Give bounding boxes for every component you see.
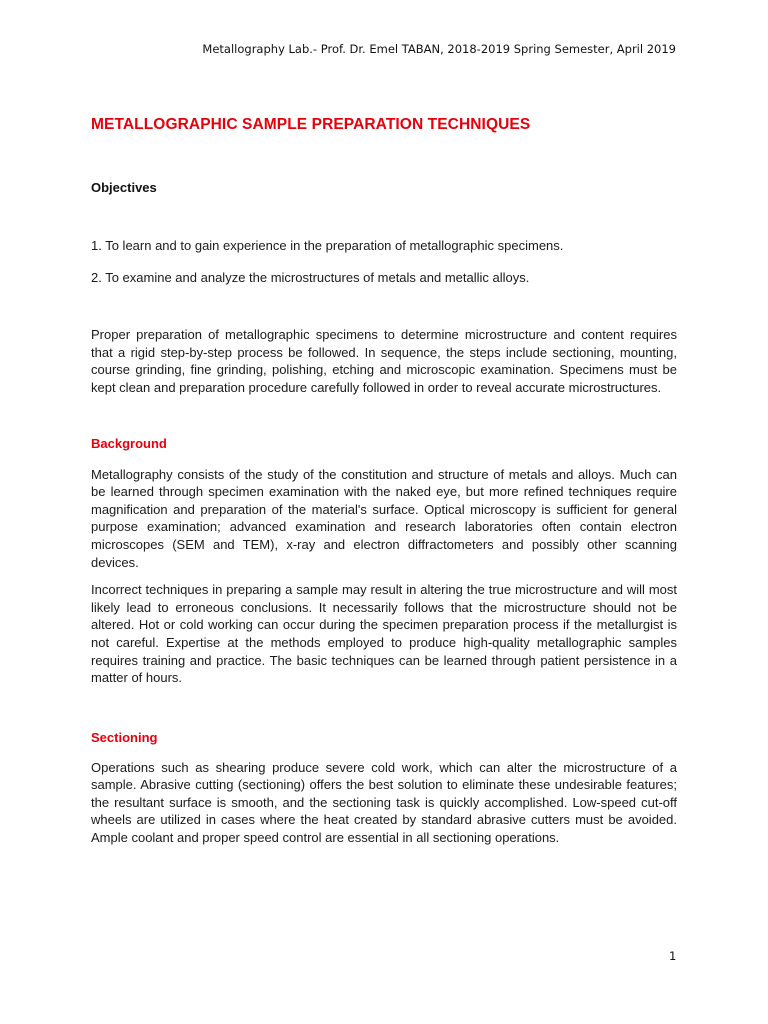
sectioning-heading: Sectioning bbox=[91, 729, 158, 745]
page-number: 1 bbox=[669, 949, 677, 963]
background-heading: Background bbox=[91, 435, 167, 451]
objective-item-2: 2. To examine and analyze the microstructures of metals and metallic alloys. bbox=[91, 269, 530, 285]
page-content bbox=[91, 116, 677, 847]
page-header: Metallography Lab.- Prof. Dr. Emel TABAN, 2018-2019 Spring Semester, April 2019 bbox=[202, 42, 676, 56]
background-paragraph-2: Incorrect techniques in preparing a sample may result in altering the true microstructure and will most likely lead to erroneous conclusions. It necessarily follows that the microstructure should not be altered. Hot or cold working can occur during the specimen preparation process if the metallurgist is not careful. Expertise at the methods employed to produce high-quality metallographic samples requires training and practice. The basic techniques can be learned through patient persistence in a matter of hours. bbox=[91, 582, 677, 686]
objectives-heading: Objectives bbox=[91, 180, 157, 195]
objective-item-1: 1. To learn and to gain experience in the preparation of metallographic specimens. bbox=[91, 238, 564, 253]
document-title: METALLOGRAPHIC SAMPLE PREPARATION TECHNIQUES bbox=[91, 116, 531, 133]
background-paragraph-1: Metallography consists of the study of the constitution and structure of metals and alloys. Much can be learned through specimen examination with the naked eye, but more refined techniques require magnification and preparation of the material's surface. Optical microscopy is sufficient for general purpose examination; advanced examination and research laboratories often contain electron microscopes (SEM and TEM), x-ray and electron diffractometers and possibly other scanning devices. bbox=[91, 466, 677, 570]
sectioning-paragraph-1: Operations such as shearing produce severe cold work, which can alter the microstructure of a sample. Abrasive cutting (sectioning) offers the best solution to eliminate these undesirable features; the resultant surface is smooth, and the sectioning task is quickly accomplished. Low-speed cut-off wheels are utilized in cases where the heat created by standard abrasive cutters must be avoided. Ample coolant and proper speed control are essential in all sectioning operations. bbox=[91, 759, 677, 846]
intro-paragraph: Proper preparation of metallographic specimens to determine microstructure and content requires that a rigid step-by-step process be followed. In sequence, the steps include sectioning, mounting, course grinding, fine grinding, polishing, etching and microscopic examination. Specimens must be kept clean and preparation procedure carefully followed in order to reveal accurate microstructures. bbox=[91, 327, 677, 395]
